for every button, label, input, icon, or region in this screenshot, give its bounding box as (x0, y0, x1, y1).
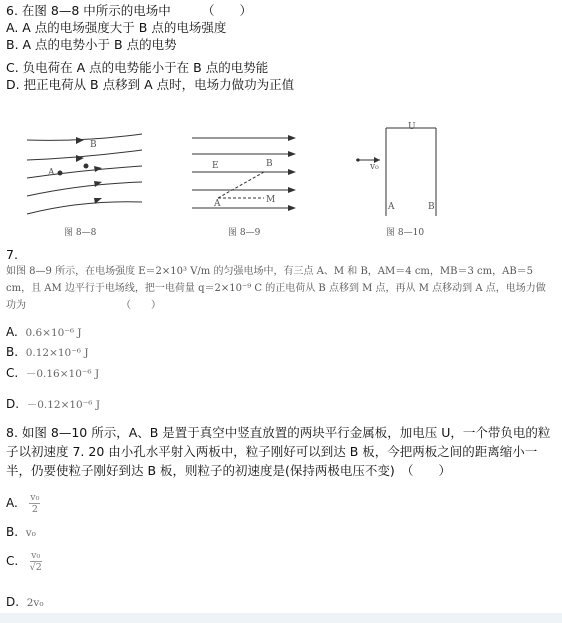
question-6-option-a: A. A 点的电场强度大于 B 点的电场强度 (6, 20, 227, 35)
question-8-option-a: A. $\frac{\text{v₀}}{2}$ (6, 492, 40, 515)
figure-8-8-caption: 图 8—8 (64, 228, 97, 238)
figure-8-9-label-e: E (212, 161, 219, 171)
figure-8-10-label-v0: v₀ (370, 162, 379, 172)
question-6-stem: 6. 在图 8—8 中所示的电场中 （ ） (6, 3, 253, 18)
figure-8-9-caption: 图 8—9 (228, 228, 261, 238)
question-8-option-d: D. 2v₀ (6, 595, 44, 609)
figure-8-10-caption: 图 8—10 (386, 228, 425, 238)
figure-8-9-label-m: M (266, 195, 276, 205)
question-7-option-b: B. 0.12×10⁻⁶ J (6, 345, 89, 359)
question-6-option-d: D. 把正电荷从 B 点移到 A 点时，电场力做功为正值 (6, 77, 295, 92)
question-8-option-b: B. v₀ (6, 525, 36, 539)
question-6 (6, 2, 556, 93)
question-7-text: 如图 8—9 所示，在电场强度 E＝2×10³ V/m 的匀强电场中，有三点 A、M 和 B，AM＝4 cm，MB＝3 cm，AB＝5 cm，且 AM 边平行于电场线，把一电荷量 q＝2×10⁻⁹ C 的正电荷从 B 点移到 M 点，再从 M 点移动到 A 点，电场力做功为 （ ） (6, 266, 546, 311)
figure-8-10-diagram (350, 124, 450, 224)
figure-8-9-diagram (188, 132, 300, 214)
figure-8-10-label-a: A (388, 202, 395, 212)
question-8-option-c: C. $\frac{\text{v₀}}{√2}$ (6, 550, 42, 573)
figure-8-10-label-u: U (408, 122, 416, 132)
question-7-number: 7. (6, 247, 18, 262)
question-7-option-d: D. －0.12×10⁻⁶ J (6, 397, 101, 411)
question-7-option-c: C. －0.16×10⁻⁶ J (6, 366, 100, 380)
figure-8-10-label-b: B (428, 202, 435, 212)
question-8-text: 8. 如图 8—10 所示，A、B 是置于真空中竖直放置的两块平行金属板，加电压 U，一个带负电的粒子以初速度 7. 20 由小孔水平射入两板中，粒子刚好可以到达 B 板，今把两板之间的距离缩小一半，仍要使粒子刚好到达 B 板，则粒子的初速度是(保持两极电压不变) （ ） (6, 425, 551, 478)
fraction-v0-over-2: $\frac{\text{v₀}}{2}$ (30, 492, 40, 515)
question-6-option-b: B. A 点的电势小于 B 点的电势 (6, 37, 177, 52)
figure-8-8-label-b: B (90, 140, 97, 150)
question-6-option-c: C. 负电荷在 A 点的电势能小于在 B 点的电势能 (6, 60, 269, 75)
figure-8-8-diagram (22, 130, 152, 222)
bottom-bar (0, 613, 562, 623)
figure-8-9-label-a: A (214, 199, 221, 209)
figure-8-8-label-a: A (48, 168, 55, 178)
question-7-option-a: A. 0.6×10⁻⁶ J (6, 325, 82, 339)
fraction-v0-over-sqrt2: $\frac{\text{v₀}}{√2}$ (29, 550, 42, 573)
figures-row (0, 124, 562, 244)
figure-8-9-label-b: B (266, 159, 273, 169)
